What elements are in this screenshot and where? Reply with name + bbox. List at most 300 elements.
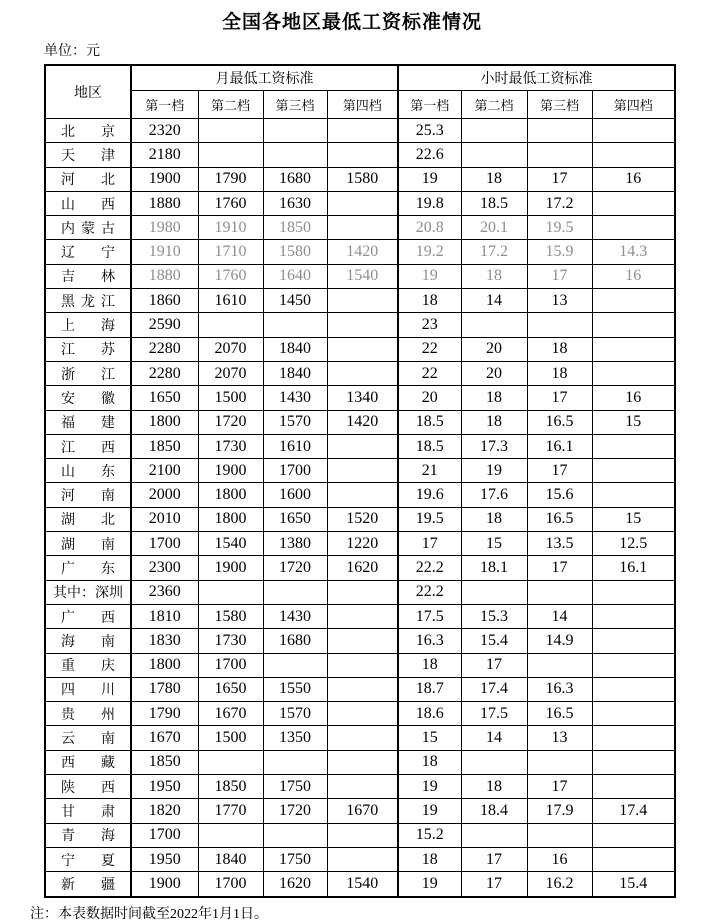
hourly-tier-1-cell: 19 — [398, 264, 461, 288]
region-cell — [45, 507, 131, 531]
hourly-tier-4-cell — [592, 459, 675, 483]
hourly-tier-2-cell: 17.3 — [461, 434, 527, 458]
hourly-tier-1-cell: 21 — [398, 459, 461, 483]
table-row — [45, 580, 675, 604]
hourly-tier-1-cell: 18.5 — [398, 410, 461, 434]
monthly-tier-3-cell: 1550 — [263, 677, 327, 701]
monthly-tier-1-cell: 2000 — [131, 483, 198, 507]
hourly-tier-3-cell — [527, 313, 592, 337]
hourly-tier-1-cell: 17 — [398, 532, 461, 556]
hourly-tier-3-cell: 16.2 — [527, 872, 592, 897]
hourly-tier-3-cell: 17 — [527, 167, 592, 191]
hourly-tier-2-cell: 20 — [461, 361, 527, 385]
data-cutoff-note: 注：本表数据时间截至2022年1月1日。 — [30, 906, 268, 922]
monthly-tier-1-cell: 1860 — [131, 289, 198, 313]
monthly-tier-1-cell: 1850 — [131, 750, 198, 774]
header-hourly-tier-2: 第二档 — [461, 91, 527, 119]
hourly-tier-3-cell: 17.9 — [527, 799, 592, 823]
monthly-tier-2-cell — [198, 143, 263, 167]
monthly-tier-2-cell — [198, 119, 263, 143]
hourly-tier-1-cell: 17.5 — [398, 604, 461, 628]
region-cell — [45, 677, 131, 701]
region-cell — [45, 483, 131, 507]
region-cell — [45, 726, 131, 750]
hourly-tier-3-cell — [527, 823, 592, 847]
monthly-tier-3-cell: 1620 — [263, 872, 327, 897]
region-cell — [45, 143, 131, 167]
hourly-tier-2-cell: 17.4 — [461, 677, 527, 701]
hourly-tier-3-cell: 16.5 — [527, 507, 592, 531]
hourly-tier-3-cell: 17 — [527, 264, 592, 288]
monthly-tier-1-cell: 1980 — [131, 216, 198, 240]
hourly-tier-3-cell: 19.5 — [527, 216, 592, 240]
region-cell — [45, 119, 131, 143]
hourly-tier-1-cell: 23 — [398, 313, 461, 337]
region-name: 重庆 — [61, 659, 115, 675]
monthly-tier-2-cell: 1500 — [198, 386, 263, 410]
hourly-tier-4-cell — [592, 191, 675, 215]
hourly-tier-1-cell: 18 — [398, 289, 461, 313]
monthly-tier-1-cell: 2320 — [131, 119, 198, 143]
table-row — [45, 337, 675, 361]
hourly-tier-2-cell: 15.3 — [461, 604, 527, 628]
minimum-wage-table — [44, 64, 676, 898]
hourly-tier-1-cell: 15 — [398, 726, 461, 750]
hourly-tier-2-cell: 17.2 — [461, 240, 527, 264]
hourly-tier-3-cell — [527, 580, 592, 604]
region-cell — [45, 653, 131, 677]
monthly-tier-1-cell: 2300 — [131, 556, 198, 580]
region-cell — [45, 459, 131, 483]
monthly-tier-2-cell: 1610 — [198, 289, 263, 313]
hourly-tier-4-cell: 16.1 — [592, 556, 675, 580]
table-row — [45, 143, 675, 167]
hourly-tier-2-cell: 14 — [461, 726, 527, 750]
monthly-tier-1-cell: 1910 — [131, 240, 198, 264]
hourly-tier-1-cell: 22 — [398, 337, 461, 361]
monthly-tier-1-cell: 2590 — [131, 313, 198, 337]
hourly-tier-4-cell: 14.3 — [592, 240, 675, 264]
monthly-tier-1-cell: 1700 — [131, 532, 198, 556]
region-name: 黑龙江 — [61, 294, 115, 310]
region-name: 青海 — [61, 829, 115, 845]
table-row — [45, 289, 675, 313]
monthly-tier-3-cell: 1600 — [263, 483, 327, 507]
hourly-tier-4-cell — [592, 119, 675, 143]
monthly-tier-2-cell: 1580 — [198, 604, 263, 628]
table-row — [45, 434, 675, 458]
monthly-tier-2-cell — [198, 580, 263, 604]
hourly-tier-3-cell: 14.9 — [527, 629, 592, 653]
hourly-tier-3-cell: 16.5 — [527, 410, 592, 434]
hourly-tier-3-cell: 15.9 — [527, 240, 592, 264]
region-cell — [45, 823, 131, 847]
table-header — [45, 65, 675, 119]
monthly-tier-3-cell: 1570 — [263, 410, 327, 434]
hourly-tier-1-cell: 18.6 — [398, 702, 461, 726]
region-name: 湖北 — [61, 513, 115, 529]
region-cell — [45, 313, 131, 337]
table-row — [45, 532, 675, 556]
monthly-tier-3-cell — [263, 653, 327, 677]
hourly-tier-1-cell: 22.2 — [398, 556, 461, 580]
monthly-tier-2-cell: 1910 — [198, 216, 263, 240]
monthly-tier-4-cell — [327, 483, 398, 507]
hourly-tier-2-cell: 18.1 — [461, 556, 527, 580]
hourly-tier-2-cell — [461, 580, 527, 604]
hourly-tier-3-cell: 18 — [527, 361, 592, 385]
hourly-tier-4-cell: 17.4 — [592, 799, 675, 823]
hourly-tier-2-cell: 15 — [461, 532, 527, 556]
region-name: 四川 — [61, 683, 115, 699]
region-cell — [45, 580, 131, 604]
monthly-tier-1-cell: 1950 — [131, 847, 198, 871]
hourly-tier-3-cell — [527, 653, 592, 677]
region-name: 福建 — [61, 416, 115, 432]
table-body — [45, 119, 675, 897]
region-cell — [45, 386, 131, 410]
region-name: 浙江 — [61, 367, 115, 383]
monthly-tier-3-cell: 1720 — [263, 556, 327, 580]
header-monthly-tier-4: 第四档 — [327, 91, 398, 119]
monthly-tier-1-cell: 1700 — [131, 823, 198, 847]
monthly-tier-2-cell: 1800 — [198, 483, 263, 507]
hourly-tier-4-cell — [592, 629, 675, 653]
hourly-tier-1-cell: 18.5 — [398, 434, 461, 458]
monthly-tier-4-cell: 1520 — [327, 507, 398, 531]
monthly-tier-1-cell: 1790 — [131, 702, 198, 726]
monthly-tier-1-cell: 2010 — [131, 507, 198, 531]
monthly-tier-2-cell: 1650 — [198, 677, 263, 701]
hourly-tier-4-cell — [592, 313, 675, 337]
hourly-tier-4-cell — [592, 483, 675, 507]
hourly-tier-2-cell — [461, 119, 527, 143]
monthly-tier-4-cell — [327, 191, 398, 215]
monthly-tier-4-cell — [327, 702, 398, 726]
hourly-tier-4-cell: 15 — [592, 410, 675, 434]
monthly-tier-2-cell: 1760 — [198, 191, 263, 215]
table-row — [45, 775, 675, 799]
region-cell — [45, 604, 131, 628]
table-row — [45, 386, 675, 410]
monthly-tier-3-cell — [263, 119, 327, 143]
hourly-tier-2-cell: 18.5 — [461, 191, 527, 215]
monthly-tier-1-cell: 1800 — [131, 410, 198, 434]
monthly-tier-3-cell: 1610 — [263, 434, 327, 458]
hourly-tier-2-cell: 15.4 — [461, 629, 527, 653]
table-row — [45, 410, 675, 434]
hourly-tier-3-cell: 16.1 — [527, 434, 592, 458]
hourly-tier-4-cell — [592, 143, 675, 167]
table-row — [45, 556, 675, 580]
hourly-tier-4-cell — [592, 289, 675, 313]
monthly-tier-4-cell: 1620 — [327, 556, 398, 580]
region-name: 其中：深圳 — [53, 586, 123, 602]
region-cell — [45, 410, 131, 434]
monthly-tier-4-cell — [327, 750, 398, 774]
table-row — [45, 459, 675, 483]
table-row — [45, 167, 675, 191]
table-row — [45, 604, 675, 628]
hourly-tier-2-cell: 14 — [461, 289, 527, 313]
hourly-tier-4-cell — [592, 604, 675, 628]
monthly-tier-2-cell: 1840 — [198, 847, 263, 871]
hourly-tier-3-cell: 15.6 — [527, 483, 592, 507]
hourly-tier-4-cell — [592, 750, 675, 774]
monthly-tier-3-cell — [263, 823, 327, 847]
table-row — [45, 872, 675, 897]
hourly-tier-2-cell: 20.1 — [461, 216, 527, 240]
region-name: 新疆 — [61, 877, 115, 893]
monthly-tier-4-cell: 1670 — [327, 799, 398, 823]
table-row — [45, 799, 675, 823]
table-row — [45, 629, 675, 653]
hourly-tier-3-cell: 17 — [527, 459, 592, 483]
region-name: 湖南 — [61, 537, 115, 553]
monthly-tier-4-cell — [327, 775, 398, 799]
monthly-tier-1-cell: 1900 — [131, 167, 198, 191]
monthly-tier-3-cell: 1580 — [263, 240, 327, 264]
region-cell — [45, 872, 131, 897]
hourly-tier-2-cell: 20 — [461, 337, 527, 361]
hourly-tier-3-cell — [527, 119, 592, 143]
header-hourly-tier-4: 第四档 — [592, 91, 675, 119]
monthly-tier-3-cell: 1630 — [263, 191, 327, 215]
monthly-tier-1-cell: 1880 — [131, 264, 198, 288]
monthly-tier-4-cell — [327, 216, 398, 240]
monthly-tier-3-cell: 1720 — [263, 799, 327, 823]
monthly-tier-4-cell: 1420 — [327, 240, 398, 264]
hourly-tier-4-cell: 16 — [592, 386, 675, 410]
region-cell — [45, 167, 131, 191]
hourly-tier-1-cell: 19 — [398, 167, 461, 191]
page-title: 全国各地区最低工资标准情况 — [221, 12, 482, 33]
hourly-tier-4-cell: 15 — [592, 507, 675, 531]
monthly-tier-1-cell: 1850 — [131, 434, 198, 458]
hourly-tier-2-cell: 18 — [461, 775, 527, 799]
monthly-tier-4-cell — [327, 337, 398, 361]
monthly-tier-1-cell: 2280 — [131, 337, 198, 361]
monthly-tier-4-cell — [327, 580, 398, 604]
monthly-tier-3-cell: 1750 — [263, 775, 327, 799]
hourly-tier-4-cell — [592, 337, 675, 361]
hourly-tier-1-cell: 22.2 — [398, 580, 461, 604]
monthly-tier-2-cell — [198, 823, 263, 847]
region-name: 安徽 — [61, 391, 115, 407]
monthly-tier-4-cell — [327, 653, 398, 677]
region-name: 山西 — [61, 197, 115, 213]
table-row — [45, 653, 675, 677]
hourly-tier-2-cell: 17 — [461, 872, 527, 897]
monthly-tier-2-cell: 1900 — [198, 459, 263, 483]
monthly-tier-2-cell: 1770 — [198, 799, 263, 823]
hourly-tier-1-cell: 19.6 — [398, 483, 461, 507]
hourly-tier-2-cell: 18 — [461, 507, 527, 531]
monthly-tier-1-cell: 1800 — [131, 653, 198, 677]
monthly-tier-4-cell — [327, 361, 398, 385]
monthly-tier-4-cell — [327, 677, 398, 701]
monthly-tier-3-cell: 1640 — [263, 264, 327, 288]
hourly-tier-2-cell: 19 — [461, 459, 527, 483]
monthly-tier-2-cell: 1760 — [198, 264, 263, 288]
hourly-tier-1-cell: 15.2 — [398, 823, 461, 847]
monthly-tier-1-cell: 2280 — [131, 361, 198, 385]
hourly-tier-3-cell: 13 — [527, 726, 592, 750]
monthly-tier-2-cell — [198, 750, 263, 774]
hourly-tier-3-cell: 17 — [527, 556, 592, 580]
hourly-tier-1-cell: 18.7 — [398, 677, 461, 701]
hourly-tier-3-cell: 16 — [527, 847, 592, 871]
table-row — [45, 264, 675, 288]
hourly-tier-1-cell: 19.2 — [398, 240, 461, 264]
unit-label: 单位：元 — [44, 44, 100, 59]
region-name: 吉林 — [61, 270, 115, 286]
table-row — [45, 191, 675, 215]
hourly-tier-4-cell — [592, 361, 675, 385]
hourly-tier-4-cell — [592, 823, 675, 847]
hourly-tier-2-cell: 18 — [461, 410, 527, 434]
monthly-tier-2-cell: 1730 — [198, 434, 263, 458]
hourly-tier-4-cell: 16 — [592, 264, 675, 288]
hourly-tier-3-cell — [527, 750, 592, 774]
region-name: 广西 — [61, 610, 115, 626]
hourly-tier-4-cell — [592, 726, 675, 750]
monthly-tier-3-cell — [263, 750, 327, 774]
monthly-tier-4-cell — [327, 143, 398, 167]
monthly-tier-3-cell: 1750 — [263, 847, 327, 871]
monthly-tier-2-cell: 1700 — [198, 872, 263, 897]
table-row — [45, 313, 675, 337]
hourly-tier-2-cell: 18 — [461, 264, 527, 288]
region-name: 北京 — [61, 124, 115, 140]
region-name: 天津 — [61, 148, 115, 164]
monthly-tier-4-cell — [327, 726, 398, 750]
hourly-tier-3-cell: 17 — [527, 386, 592, 410]
region-name: 河南 — [61, 489, 115, 505]
monthly-tier-3-cell: 1450 — [263, 289, 327, 313]
monthly-tier-4-cell: 1420 — [327, 410, 398, 434]
monthly-tier-2-cell: 1790 — [198, 167, 263, 191]
table-row — [45, 677, 675, 701]
hourly-tier-2-cell: 17.6 — [461, 483, 527, 507]
table-row — [45, 483, 675, 507]
hourly-tier-2-cell — [461, 823, 527, 847]
monthly-tier-1-cell: 1950 — [131, 775, 198, 799]
monthly-tier-4-cell — [327, 604, 398, 628]
monthly-tier-4-cell — [327, 289, 398, 313]
region-name: 辽宁 — [61, 246, 115, 262]
hourly-tier-1-cell: 18 — [398, 750, 461, 774]
monthly-tier-3-cell: 1840 — [263, 337, 327, 361]
hourly-tier-2-cell: 18 — [461, 386, 527, 410]
monthly-tier-3-cell: 1650 — [263, 507, 327, 531]
monthly-tier-1-cell: 1650 — [131, 386, 198, 410]
monthly-tier-3-cell — [263, 313, 327, 337]
monthly-tier-1-cell: 1830 — [131, 629, 198, 653]
monthly-tier-4-cell — [327, 823, 398, 847]
hourly-tier-3-cell: 13 — [527, 289, 592, 313]
region-cell — [45, 799, 131, 823]
monthly-tier-2-cell: 1800 — [198, 507, 263, 531]
hourly-tier-1-cell: 19.5 — [398, 507, 461, 531]
hourly-tier-3-cell: 16.3 — [527, 677, 592, 701]
monthly-tier-1-cell: 1670 — [131, 726, 198, 750]
region-cell — [45, 264, 131, 288]
region-cell — [45, 775, 131, 799]
monthly-tier-1-cell: 1780 — [131, 677, 198, 701]
table-row — [45, 240, 675, 264]
hourly-tier-3-cell: 18 — [527, 337, 592, 361]
monthly-tier-1-cell: 2360 — [131, 580, 198, 604]
region-name: 山东 — [61, 464, 115, 480]
region-name: 内蒙古 — [61, 221, 115, 237]
hourly-tier-2-cell: 17 — [461, 653, 527, 677]
region-name: 西藏 — [61, 756, 115, 772]
monthly-tier-2-cell: 1500 — [198, 726, 263, 750]
region-cell — [45, 750, 131, 774]
monthly-tier-4-cell — [327, 119, 398, 143]
region-cell — [45, 702, 131, 726]
monthly-tier-1-cell: 2100 — [131, 459, 198, 483]
monthly-tier-2-cell: 2070 — [198, 361, 263, 385]
region-name: 上海 — [61, 319, 115, 335]
header-monthly-group: 月最低工资标准 — [131, 65, 398, 91]
hourly-tier-1-cell: 20.8 — [398, 216, 461, 240]
region-cell — [45, 847, 131, 871]
monthly-tier-4-cell: 1540 — [327, 264, 398, 288]
hourly-tier-4-cell — [592, 702, 675, 726]
monthly-tier-2-cell: 1900 — [198, 556, 263, 580]
monthly-tier-2-cell — [198, 313, 263, 337]
hourly-tier-2-cell: 17.5 — [461, 702, 527, 726]
hourly-tier-4-cell — [592, 653, 675, 677]
region-cell — [45, 434, 131, 458]
header-hourly-tier-1: 第一档 — [398, 91, 461, 119]
hourly-tier-1-cell: 22.6 — [398, 143, 461, 167]
header-monthly-tier-3: 第三档 — [263, 91, 327, 119]
region-cell — [45, 337, 131, 361]
header-hourly-group: 小时最低工资标准 — [398, 65, 675, 91]
table-row — [45, 823, 675, 847]
hourly-tier-2-cell: 18.4 — [461, 799, 527, 823]
table-row — [45, 702, 675, 726]
region-name: 云南 — [61, 732, 115, 748]
region-name: 江西 — [61, 440, 115, 456]
monthly-tier-2-cell: 1850 — [198, 775, 263, 799]
hourly-tier-3-cell: 17.2 — [527, 191, 592, 215]
region-name: 河北 — [61, 173, 115, 189]
hourly-tier-4-cell — [592, 677, 675, 701]
monthly-tier-3-cell: 1570 — [263, 702, 327, 726]
monthly-tier-2-cell: 1720 — [198, 410, 263, 434]
table-row — [45, 216, 675, 240]
region-cell — [45, 191, 131, 215]
monthly-tier-2-cell: 1670 — [198, 702, 263, 726]
monthly-tier-4-cell: 1540 — [327, 872, 398, 897]
monthly-tier-4-cell: 1340 — [327, 386, 398, 410]
monthly-tier-2-cell: 1700 — [198, 653, 263, 677]
hourly-tier-4-cell — [592, 580, 675, 604]
region-cell — [45, 361, 131, 385]
hourly-tier-1-cell: 18 — [398, 847, 461, 871]
monthly-tier-3-cell: 1680 — [263, 167, 327, 191]
hourly-tier-2-cell — [461, 143, 527, 167]
monthly-tier-2-cell: 2070 — [198, 337, 263, 361]
monthly-tier-1-cell: 1810 — [131, 604, 198, 628]
monthly-tier-4-cell: 1580 — [327, 167, 398, 191]
hourly-tier-1-cell: 16.3 — [398, 629, 461, 653]
monthly-tier-3-cell — [263, 143, 327, 167]
